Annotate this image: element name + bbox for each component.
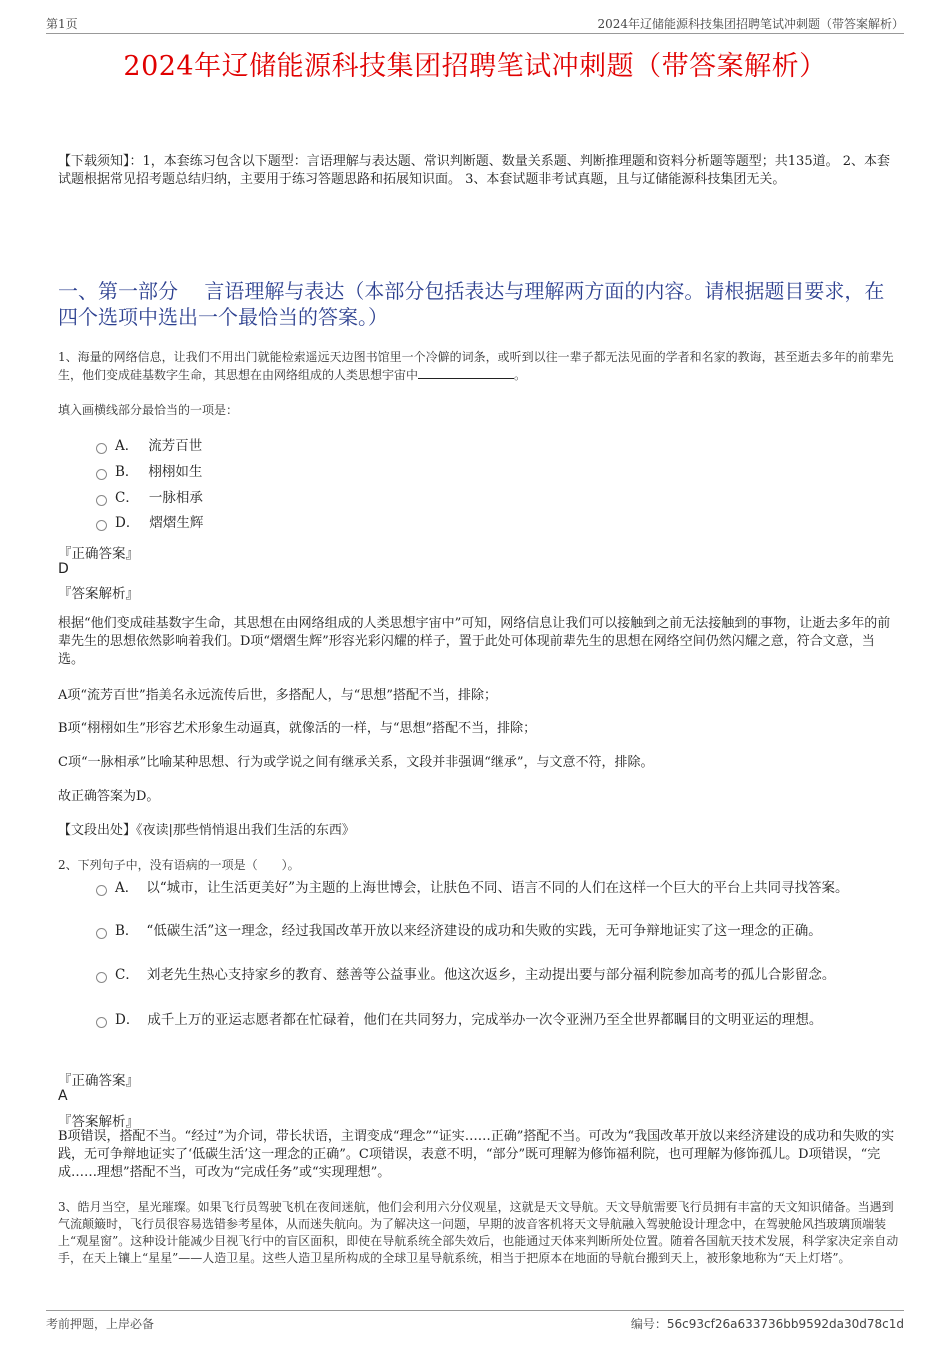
q2-analysis: B项错误，搭配不当。“经过”为介词，带长状语，主谓变成“理念”“证实……正确”搭配不当。可改为“我国改革开放以来经济建设的成功和失败的实践，无可争辩地证实了‘低碳生活’这一理念的正确”。C项错误，表意不明，“部分”既可理解为修饰福利院，也可理解为修饰孤儿。D项错误，“完成……理想”搭配不当，可改为“完成任务”或“实现理想”。 [58,1129,895,1180]
q1-option-b[interactable] [96,463,202,481]
radio-icon[interactable] [96,928,107,939]
radio-icon[interactable] [96,520,107,531]
q2-analysis-label: 『答案解析』 [58,1114,139,1130]
question-2-stem: 2、下列句子中，没有语病的一项是（ ）。 [58,858,300,872]
q1-option-c[interactable] [96,489,203,507]
option-text: 成千上万的亚运志愿者都在忙碌着，他们在共同努力，完成举办一次令亚洲乃至全世界都瞩目的文明亚运的理想。 [147,1012,823,1028]
radio-icon[interactable] [96,443,107,454]
q1-analysis-a: A项“流芳百世”指美名永远流传后世，多搭配人，与“思想”搭配不当，排除； [58,688,497,703]
option-text: 刘老先生热心支持家乡的教育、慈善等公益事业。他这次返乡，主动提出要与部分福利院参加高考的孤儿合影留念。 [146,967,836,983]
radio-icon[interactable] [96,972,107,983]
footer-slogan: 考前押题，上岸必备 [46,1317,155,1331]
section-heading: 一、第一部分 言语理解与表达（本部分包括表达与理解两方面的内容。请根据题目要求，在四个选项中选出一个最恰当的答案。） [58,279,885,329]
option-text: 一脉相承 [148,490,203,506]
q1-analysis-main: 根据“他们变成硅基数字生命，其思想在由网络组成的人类思想宇宙中”可知，网络信息让我们可以接触到之前无法接触到的事物，让逝去多年的前辈先生的思想依然影响着我们。D项“熠熠生辉”形容光彩闪耀的样子，置于此处可体现前辈先生的思想在网络空间仍然闪耀之意，符合文意，当选。 [58,616,891,667]
radio-icon[interactable] [96,885,107,896]
q2-option-c[interactable] [96,966,915,984]
option-text: 以“城市，让生活更美好”为主题的上海世博会，让肤色不同、语言不同的人们在这样一个巨大的平台上共同寻找答案。 [146,880,849,896]
question-1-stem [58,349,904,384]
download-notice: 【下载须知】：1，本套练习包含以下题型：言语理解与表达题、常识判断题、数量关系题、判断推理题和资料分析题等题型；共135道。 2、本套试题根据常见招考题总结归纳，主要用于练习答题思路和拓展知识面。 3、本套试题非考试真题，且与辽储能源科技集团无关。 [58,154,890,187]
q1-answer: D [58,561,69,577]
q1-answer-label: 『正确答案』 [58,546,139,562]
q2-option-b[interactable] [96,922,915,940]
radio-icon[interactable] [96,495,107,506]
q1-option-d[interactable] [96,514,203,532]
q2-option-a[interactable] [96,879,915,897]
header-rule [46,33,904,34]
option-letter: A． [115,438,139,454]
q1-source: 【文段出处】《夜读|那些悄悄退出我们生活的东西》 [58,823,355,838]
question-3-stem: 3、皓月当空，星光璀璨。如果飞行员驾驶飞机在夜间迷航，他们会利用六分仪观星，这就是天文导航。天文导航需要飞行员拥有丰富的天文知识储备。当遇到气流颠簸时，飞行员很容易选错参考星体，从而迷失航向。为了解决这一问题，早期的波音客机将天文导航融入驾驶舱设计理念中，在驾驶舱风挡玻璃顶端装上“观星窗”。这种设计能减少目视飞行中的盲区面积，即使在导航系统全部失效后，也能通过天体来判断所处位置。随着各国航天技术发展，科学家决定亲自动手，在天上镶上“星星”——人造卫星。这些人造卫星所构成的全球卫星导航系统，相当于把原本在地面的导航台搬到天上，被形象地称为“天上灯塔”。 [58,1200,899,1265]
option-letter: B． [115,923,139,939]
option-letter: D． [115,515,140,531]
option-letter: C． [115,967,139,983]
option-letter: B． [115,464,139,480]
option-text: 熠熠生辉 [149,515,204,531]
q2-answer-label: 『正确答案』 [58,1073,139,1089]
question-1-instruction: 填入画横线部分最恰当的一项是： [58,403,239,417]
q1-analysis-conclusion: 故正确答案为D。 [58,789,160,804]
page-title: 2024年辽储能源科技集团招聘笔试冲刺题（带答案解析） [123,51,827,82]
option-text: 流芳百世 [148,438,203,454]
option-letter: A． [115,880,139,896]
q1-analysis-b: B项“栩栩如生”形容艺术形象生动逼真，就像活的一样，与“思想”搭配不当，排除； [58,721,537,736]
page-number: 第1页 [46,17,78,31]
q1-analysis-label: 『答案解析』 [58,586,139,602]
option-letter: D． [115,1012,140,1028]
document-id-value: 56c93cf26a633736bb9592da30d78c1d [666,1317,904,1331]
fill-blank [418,366,514,379]
question-1-end: 。 [514,368,527,382]
radio-icon[interactable] [96,469,107,480]
q1-analysis-c: C项“一脉相承”比喻某种思想、行为或学说之间有继承关系，文段并非强调“继承”，与文意不符，排除。 [58,755,654,770]
question-1-text: 1、海量的网络信息，让我们不用出门就能检索遥远天边图书馆里一个冷僻的词条，或听到以往一辈子都无法见面的学者和名家的教诲，甚至逝去多年的前辈先生，他们变成硅基数字生命，其思想在由网络组成的人类思想宇宙中 [58,350,894,382]
radio-icon[interactable] [96,1017,107,1028]
q1-option-a[interactable] [96,437,202,455]
document-id-label: 编号： [630,1317,667,1331]
q2-option-d[interactable] [96,1011,915,1029]
option-letter: C． [115,490,139,506]
running-title: 2024年辽储能源科技集团招聘笔试冲刺题（带答案解析） [597,17,904,31]
q2-answer: A [58,1088,68,1104]
option-text: “低碳生活”这一理念，经过我国改革开放以来经济建设的成功和失败的实践，无可争辩地证实了这一理念的正确。 [146,923,822,939]
footer-rule [46,1310,904,1311]
document-id [631,1315,904,1332]
option-text: 栩栩如生 [148,464,203,480]
